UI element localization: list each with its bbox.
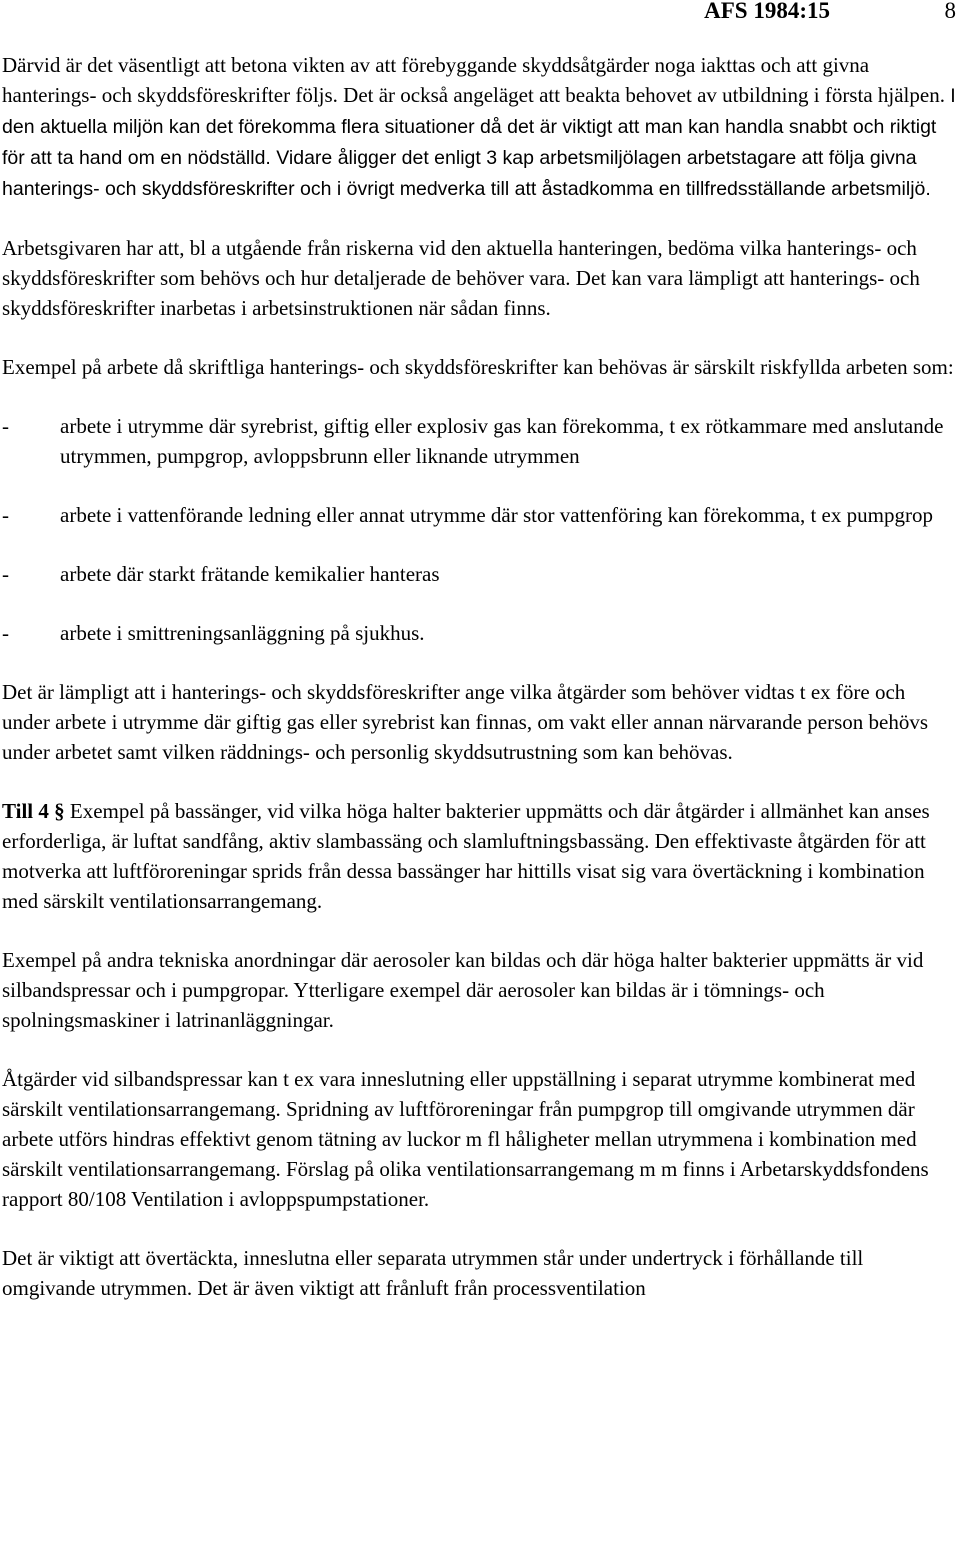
paragraph-4: Det är lämpligt att i hanterings- och skyddsföreskrifter ange vilka åtgärder som behöver vidtas t ex före och under arbete i utrymme där giftig gas eller syrebrist kan finnas, om vakt eller annan närvarande person behövs under arbetet samt vilken räddnings- och personlig skyddsutrustning som kan behövas.	[2, 680, 929, 764]
list-item-text: arbete där starkt frätande kemikalier hanteras	[60, 562, 440, 586]
list-dash: -	[2, 562, 9, 586]
paragraph-3: Exempel på arbete då skriftliga hanterings- och skyddsföreskrifter kan behövas är särskilt riskfyllda arbeten som:	[2, 355, 954, 379]
list-item	[2, 500, 958, 530]
page-number: 8	[944, 0, 956, 23]
paragraph-2: Arbetsgivaren har att, bl a utgående från riskerna vid den aktuella hanteringen, bedöma vilka hanterings- och skyddsföreskrifter som behövs och hur detaljerade de behöver vara. Det kan vara lämpligt att hanterings- och skyddsföreskrifter inarbetas i arbetsinstruktionen när sådan finns.	[2, 236, 920, 320]
paragraph-5	[2, 796, 958, 916]
paragraph-1-sentence-b: I den aktuella miljön kan det förekomma flera situationer då det är viktigt att man kan handla snabbt och riktigt för att ta hand om en nödställd. Vidare åligger det enligt 3 kap arbetsmiljölagen arbetstagare att följa givna hanterings- och skyddsföreskrifter och i övrigt medverka till att åstadkomma en tillfredsställande arbetsmiljö.	[2, 85, 956, 200]
paragraph-1	[2, 50, 958, 204]
paragraph-1-sentence-a: Därvid är det väsentligt att betona vikten av att förebyggande skyddsåtgärder noga iakttas och att givna hanterings- och skyddsföreskrifter följs. Det är också angeläget att beakta behovet av utbildning i första hjälpen.	[2, 53, 945, 107]
list-item-text: arbete i smittreningsanläggning på sjukhus.	[60, 621, 425, 645]
paragraph-8: Det är viktigt att övertäckta, inneslutna eller separata utrymmen står under undertryck i förhållande till omgivande utrymmen. Det är även viktigt att frånluft från processventilation	[2, 1246, 864, 1300]
list-item	[2, 559, 958, 589]
list-item	[2, 618, 958, 648]
paragraph-6: Exempel på andra tekniska anordningar där aerosoler kan bildas och där höga halter bakterier uppmätts är vid silbandspressar och i pumpgropar. Ytterligare exempel där aerosoler kan bildas är i tömnings- och spolningsmaskiner i latrinanläggningar.	[2, 948, 924, 1032]
paragraph-7: Åtgärder vid silbandspressar kan t ex vara inneslutning eller uppställning i separat utrymme kombinerat med särskilt ventilationsarrangemang. Spridning av luftföroreningar från pumpgrop till omgivande utrymmen där arbete utförs hindras effektivt genom tätning av luckor m fl håligheter mellan utrymmena i kombination med särskilt ventilationsarrangemang. Förslag på olika ventilationsarrangemang m m finns i Arbetarskyddsfondens rapport 80/108 Ventilation i avloppspumpstationer.	[2, 1067, 929, 1211]
page-header	[0, 0, 960, 30]
document-body	[2, 50, 958, 1332]
list-dash: -	[2, 503, 9, 527]
list-dash: -	[2, 414, 9, 438]
paragraph-5-text: Exempel på bassänger, vid vilka höga halter bakterier uppmätts och där åtgärder i allmänhet kan anses erforderliga, är luftat sandfång, aktiv slambassäng och slamluftningsbassäng. Den effektivaste åtgärden för att motverka att luftföroreningar sprids från dessa bassänger har hittills visat sig vara övertäckning i kombination med särskilt ventilationsarrangemang.	[2, 799, 930, 913]
section-label: Till 4 §	[2, 799, 65, 823]
document-id: AFS 1984:15	[704, 0, 830, 23]
list-dash: -	[2, 621, 9, 645]
list-item-text: arbete i utrymme där syrebrist, giftig eller explosiv gas kan förekomma, t ex rötkammare med anslutande utrymmen, pumpgrop, avloppsbrunn eller liknande utrymmen	[60, 414, 944, 468]
list-item-text: arbete i vattenförande ledning eller annat utrymme där stor vattenföring kan förekomma, t ex pumpgrop	[60, 503, 933, 527]
list-item	[2, 411, 958, 471]
